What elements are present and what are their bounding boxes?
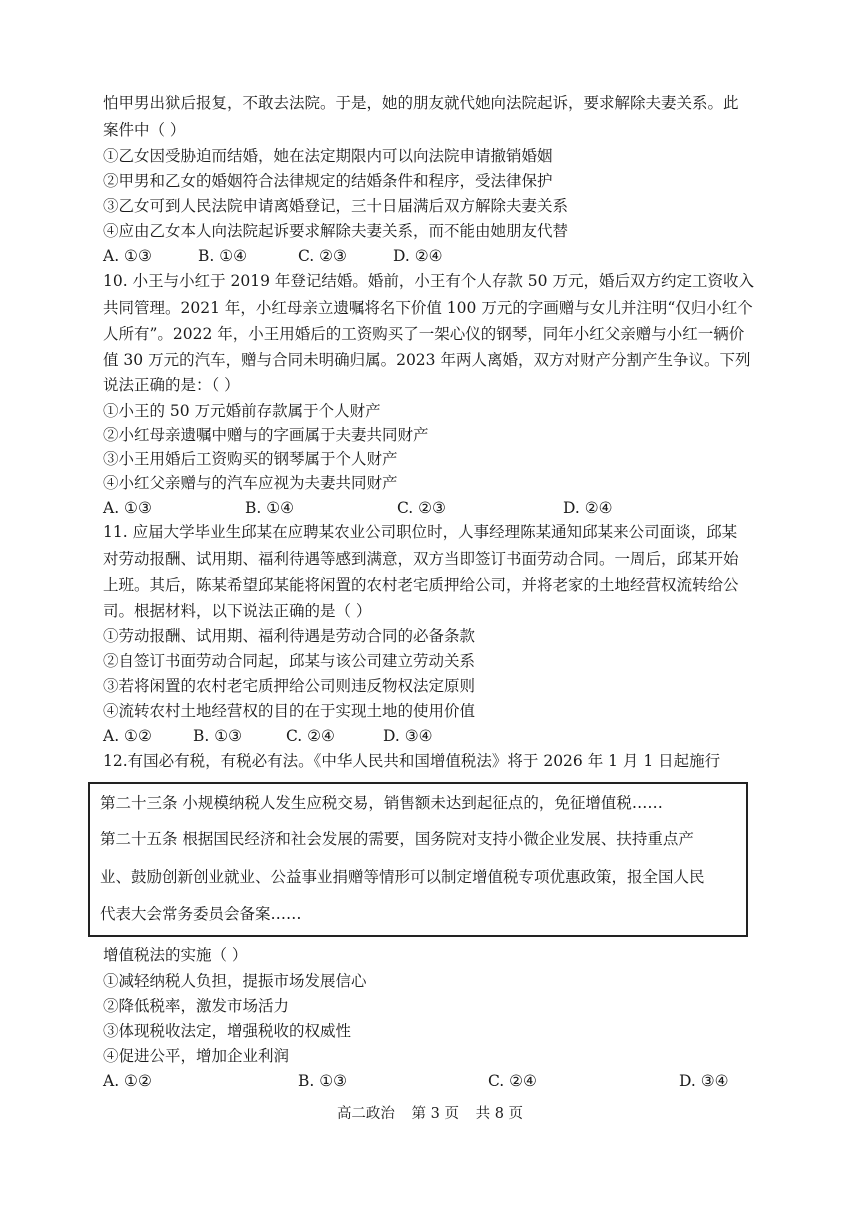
q11-item-3: ③若将闲置的农村老宅质押给公司则违反物权法定原则 [103,677,476,695]
law-article-23: 第二十三条 小规模纳税人发生应税交易，销售额未达到起征点的，免征增值税…… [100,794,663,812]
footer-subject: 高二政治 [336,1106,395,1122]
q10-stem-line-2: 共同管理。2021 年，小红母亲立遗嘱将名下价值 100 万元的字画赠与女儿并注明“仅归小红个 [103,299,753,317]
q9-item-1: ①乙女因受胁迫而结婚，她在法定期限内可以向法院申请撤销婚姻 [103,147,553,165]
q10-option-a: A. ①③ [103,499,152,517]
q12-option-b: B. ①③ [298,1072,348,1090]
law-article-25-line-2: 业、鼓励创新创业就业、公益事业捐赠等情形可以制定增值税专项优惠政策，报全国人民 [100,868,705,886]
q9-option-b: B. ①④ [198,247,248,265]
q10-stem-line-3: 人所有”。2022 年，小王用婚后的工资购买了一架心仪的钢琴，同年小红父亲赠与小红一辆价 [103,325,745,343]
q11-option-d: D. ③④ [383,727,433,745]
q12-option-a: A. ①② [103,1072,152,1090]
q12-item-3: ③体现税收法定，增强税收的权威性 [103,1022,352,1040]
law-excerpt-box [88,782,748,937]
q9-option-c: C. ②③ [298,247,347,265]
q11-item-1: ①劳动报酬、试用期、福利待遇是劳动合同的必备条款 [103,627,476,645]
q9-item-2: ②甲男和乙女的婚姻符合法律规定的结婚条件和程序，受法律保护 [103,172,553,190]
q12-stem: 12.有国必有税，有税必有法。《中华人民共和国增值税法》将于 2026 年 1 月 1 日起施行 [103,752,721,770]
q9-stem-line-1: 怕甲男出狱后报复，不敢去法院。于是，她的朋友就代她向法院起诉，要求解除夫妻关系。此 [103,94,739,112]
q12-option-c: C. ②④ [488,1072,537,1090]
q9-stem-line-2: 案件中（ ） [103,121,186,139]
q12-item-1: ①减轻纳税人负担，提振市场发展信心 [103,972,367,990]
q10-option-b: B. ①④ [245,499,295,517]
q11-option-b: B. ①③ [193,727,243,745]
q11-option-a: A. ①② [103,727,152,745]
q10-item-2: ②小红母亲遗嘱中赠与的字画属于夫妻共同财产 [103,426,429,444]
q10-stem-line-5: 说法正确的是：（ ） [103,376,240,394]
q12-item-2: ②降低税率，激发市场活力 [103,997,290,1015]
q9-option-d: D. ②④ [393,247,443,265]
q11-item-4: ④流转农村土地经营权的目的在于实现土地的使用价值 [103,702,476,720]
q9-item-3: ③乙女可到人民法院申请离婚登记，三十日届满后双方解除夫妻关系 [103,197,569,215]
q11-option-c: C. ②④ [286,727,335,745]
q11-stem-line-3: 上班。其后，陈某希望邱某能将闲置的农村老宅质押给公司，并将老家的土地经营权流转给公 [103,576,739,594]
q12-item-4: ④促进公平，增加企业利润 [103,1047,290,1065]
q11-stem-line-4: 司。根据材料，以下说法正确的是（ ） [103,602,372,620]
q10-stem-line-4: 值 30 万元的汽车，赠与合同未明确归属。2023 年两人离婚，双方对财产分割产生争议。下列 [103,351,751,369]
law-article-25-line-1: 第二十五条 根据国民经济和社会发展的需要，国务院对支持小微企业发展、扶持重点产 [100,830,694,848]
q11-stem-line-2: 对劳动报酬、试用期、福利待遇等感到满意，双方当即签订书面劳动合同。一周后，邱某开始 [103,550,739,568]
q10-item-4: ④小红父亲赠与的汽车应视为夫妻共同财产 [103,474,398,492]
q12-option-d: D. ③④ [679,1072,729,1090]
law-article-25-line-3: 代表大会常务委员会备案…… [100,905,302,923]
q9-item-4: ④应由乙女本人向法院起诉要求解除夫妻关系，而不能由她朋友代替 [103,222,569,240]
q10-option-d: D. ②④ [563,499,613,517]
q12-question: 增值税法的实施（ ） [103,946,248,964]
q10-stem-line-1: 10. 小王与小红于 2019 年登记结婚。婚前，小王有个人存款 50 万元，婚后双方约定工资收入 [103,272,754,290]
q10-option-c: C. ②③ [397,499,446,517]
footer-page-number: 第 3 页 [411,1106,459,1122]
q11-item-2: ②自签订书面劳动合同起，邱某与该公司建立劳动关系 [103,652,476,670]
q10-item-1: ①小王的 50 万元婚前存款属于个人财产 [103,402,381,420]
q11-stem-line-1: 11. 应届大学毕业生邱某在应聘某农业公司职位时，人事经理陈某通知邱某来公司面谈，邱某 [103,523,738,541]
footer-total-pages: 共 8 页 [475,1106,524,1122]
q10-item-3: ③小王用婚后工资购买的钢琴属于个人财产 [103,450,398,468]
page-footer [0,1104,860,1124]
q9-option-a: A. ①③ [103,247,152,265]
